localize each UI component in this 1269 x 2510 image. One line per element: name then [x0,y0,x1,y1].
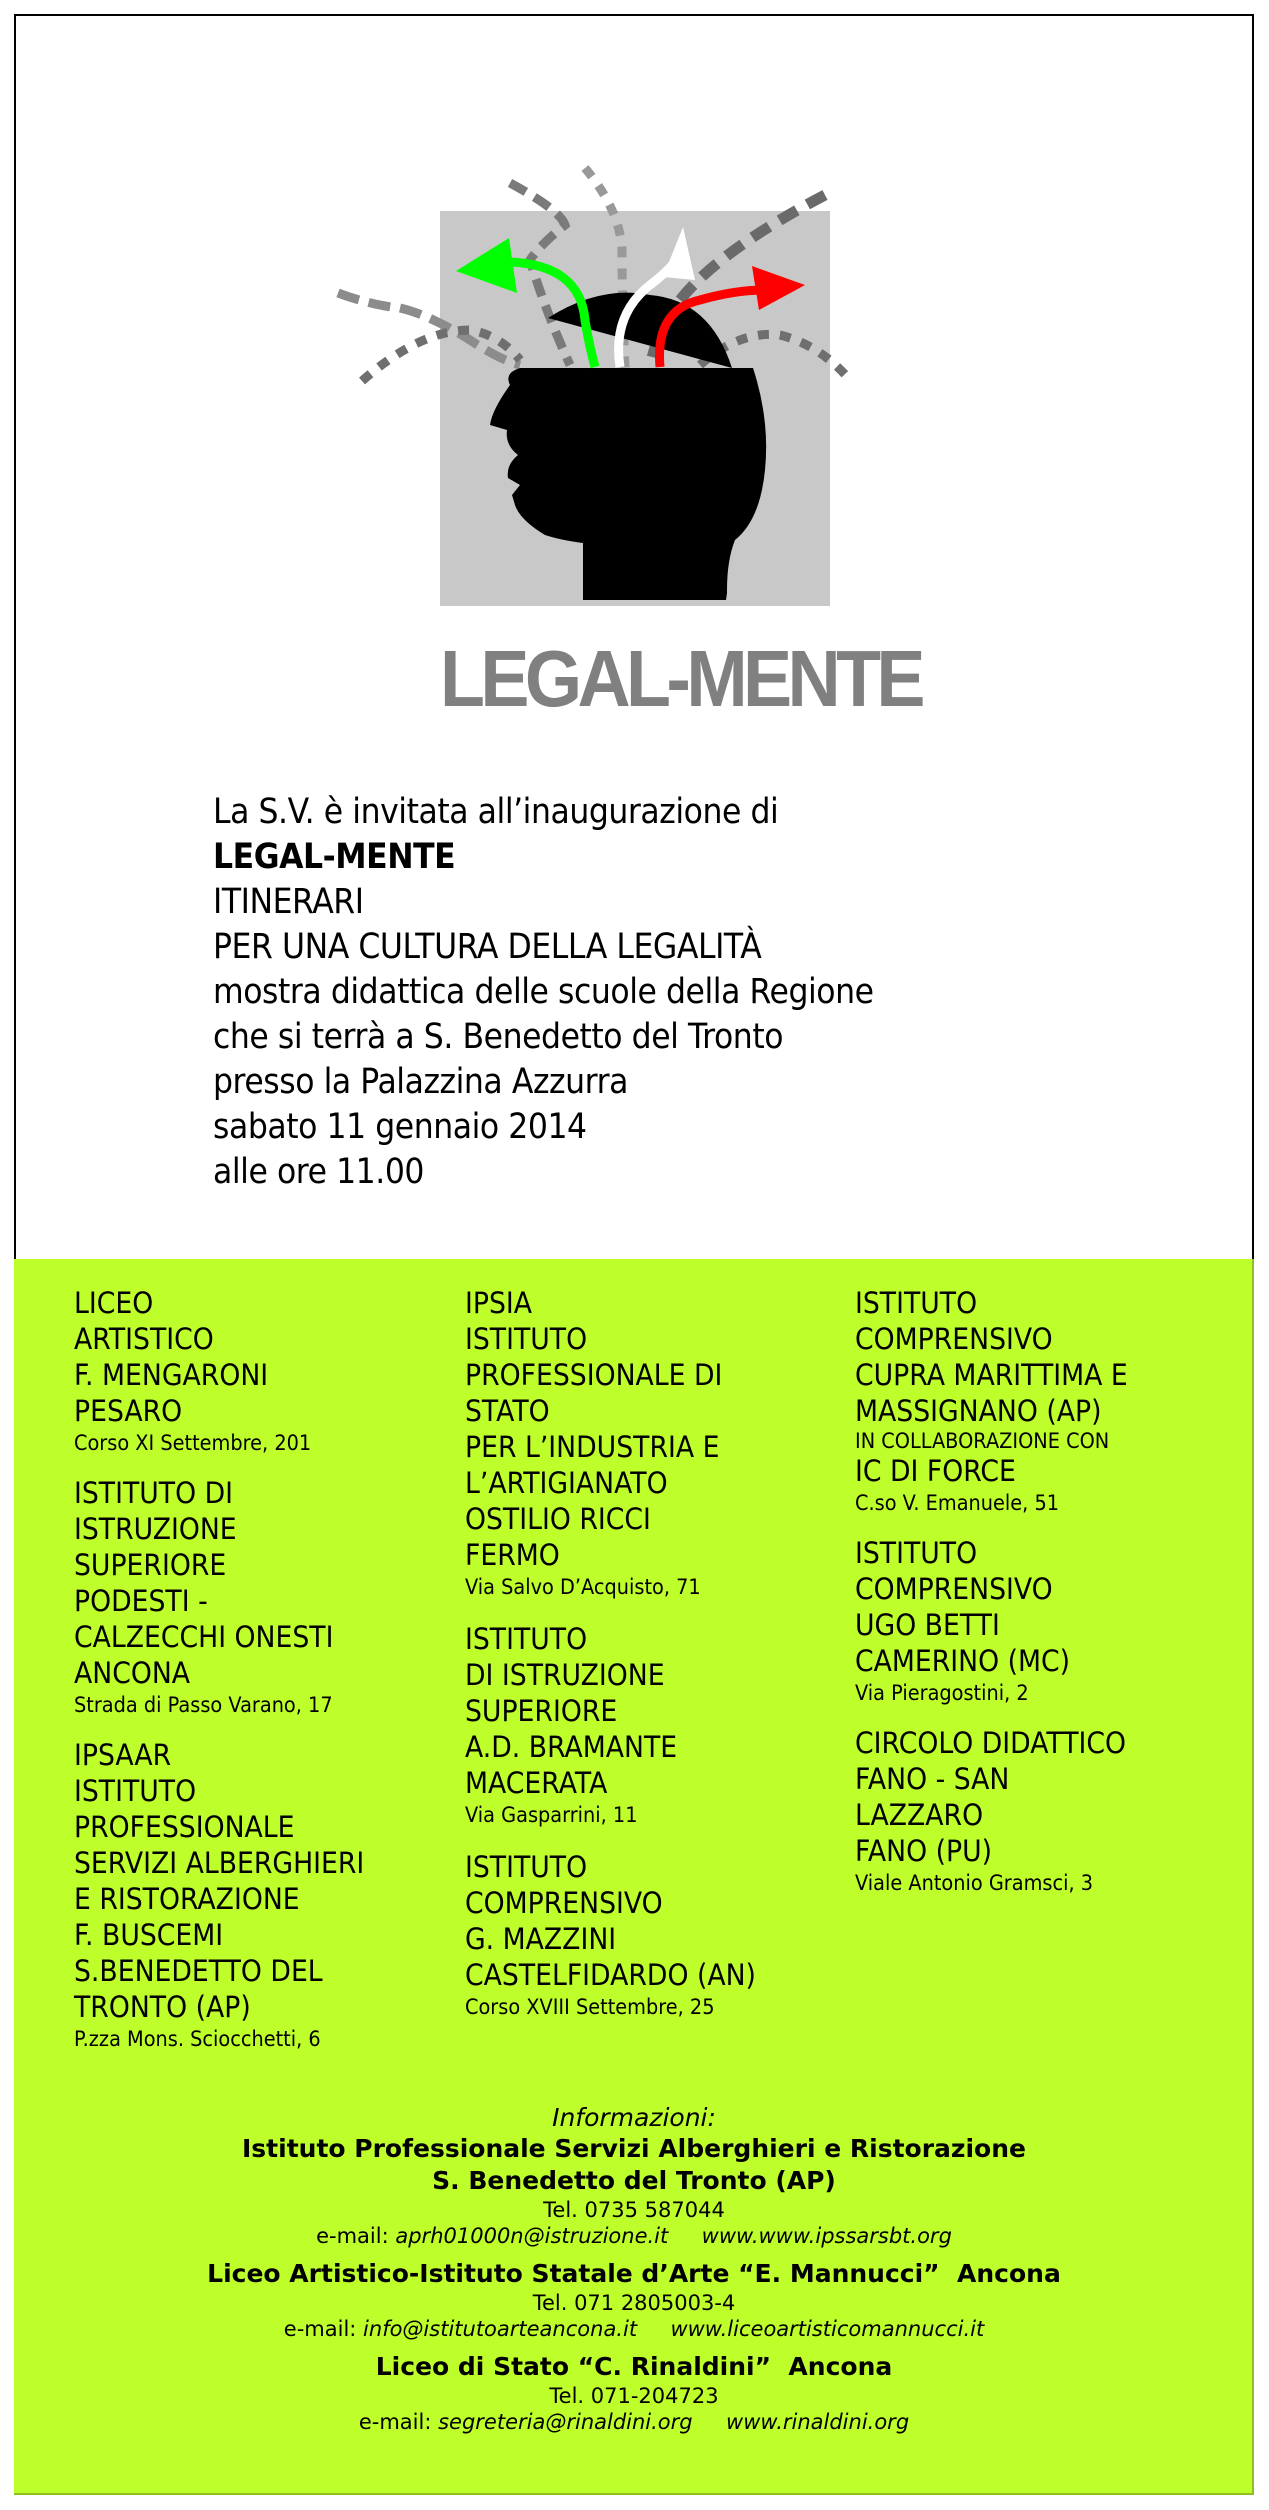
contact-org: Istituto Professionale Servizi Alberghieri e Ristorazione [242,2134,1026,2163]
school-entry [74,1475,454,1719]
contact-phone: Tel. 071-204723 [549,2384,719,2408]
school-address: Strada di Passo Varano, 17 [74,1693,333,1717]
school-name-line: IPSAAR [74,1738,172,1772]
contact-email[interactable]: info@istitutoarteancona.it [363,2317,638,2341]
school-name-line: ISTITUTO [855,1286,978,1320]
school-name-line: PESARO [74,1394,183,1428]
invitation-line: mostra didattica delle scuole della Regione [213,972,874,1012]
school-entry [465,1849,845,2021]
contact-block [14,2258,1254,2343]
school-name-line: A.D. BRAMANTE [465,1730,678,1764]
school-name-line: ARTISTICO [74,1322,214,1356]
contact-block [14,2133,1254,2250]
schools-column-1 [74,1285,454,2071]
school-name-line: CASTELFIDARDO (AN) [465,1958,756,1992]
school-name-line: OSTILIO RICCI [465,1502,651,1536]
invitation-line: presso la Palazzina Azzurra [213,1062,628,1102]
school-collaboration-note: IN COLLABORAZIONE CON [855,1429,1110,1453]
school-name-line: E RISTORAZIONE [74,1882,300,1916]
school-entry [74,1737,454,2053]
school-name-line: STATO [465,1394,550,1428]
school-name-line: MASSIGNANO (AP) [855,1394,1102,1428]
school-name-line: ISTITUTO [465,1850,588,1884]
event-title: LEGAL-MENTE [213,837,456,877]
schools-column-2 [465,1285,845,2041]
contact-website[interactable]: www.rinaldini.org [726,2410,910,2434]
school-name-line: CUPRA MARITTIMA E [855,1358,1128,1392]
contact-email[interactable]: aprh01000n@istruzione.it [395,2224,669,2248]
school-name-line: SERVIZI ALBERGHIERI [74,1846,365,1880]
contact-website[interactable]: www.www.ipssarsbt.org [701,2224,952,2248]
event-date: sabato 11 gennaio 2014 [213,1107,587,1147]
school-address: Viale Antonio Gramsci, 3 [855,1871,1094,1895]
school-name-line: ISTRUZIONE [74,1512,237,1546]
school-address: C.so V. Emanuele, 51 [855,1491,1060,1515]
school-address: Via Pieragostini, 2 [855,1681,1029,1705]
info-section [14,2103,1254,2436]
contact-email-line [14,2316,1254,2343]
contact-website[interactable]: www.liceoartisticomannucci.it [670,2317,985,2341]
school-name-line: ANCONA [74,1656,191,1690]
school-name-line: SUPERIORE [74,1548,227,1582]
email-label: e-mail: [283,2317,357,2341]
school-name-line: PER L’INDUSTRIA E [465,1430,720,1464]
invitation-line: ITINERARI [213,882,364,922]
school-entry [855,1725,1235,1897]
school-name-line: CAMERINO (MC) [855,1644,1071,1678]
contact-org: Liceo Artistico-Istituto Statale d’Arte “E. Mannucci” Ancona [207,2259,1061,2288]
school-name-line: MACERATA [465,1766,608,1800]
school-name-line: PROFESSIONALE DI [465,1358,723,1392]
invitation-text [213,790,1113,1195]
school-name-line: ISTITUTO [855,1536,978,1570]
email-label: e-mail: [358,2410,432,2434]
school-name-line: ISTITUTO [465,1622,588,1656]
school-name-line: PROFESSIONALE [74,1810,295,1844]
school-name-line: F. MENGARONI [74,1358,269,1392]
school-entry [74,1285,454,1457]
school-name-line: COMPRENSIVO [465,1886,663,1920]
school-name-line: G. MAZZINI [465,1922,617,1956]
school-name-line: FANO - SAN [855,1762,1010,1796]
school-name-line: L’ARTIGIANATO [465,1466,668,1500]
school-name-line: F. BUSCEMI [74,1918,224,1952]
contact-phone: Tel. 0735 587044 [543,2198,725,2222]
school-name-line: UGO BETTI [855,1608,1000,1642]
logo-wordmark: LEGAL-MENTE [440,634,921,723]
school-entry [855,1285,1235,1517]
school-address: Via Salvo D’Acquisto, 71 [465,1575,701,1599]
school-name-line: FANO (PU) [855,1834,993,1868]
contact-phone: Tel. 071 2805003-4 [532,2291,736,2315]
school-name-line: TRONTO (AP) [74,1990,251,2024]
info-heading: Informazioni: [552,2103,716,2132]
school-name-line: DI ISTRUZIONE [465,1658,665,1692]
school-entry [465,1285,845,1601]
school-name-line: CIRCOLO DIDATTICO [855,1726,1127,1760]
contact-email-line [14,2409,1254,2436]
school-address: P.zza Mons. Sciocchetti, 6 [74,2027,321,2051]
contact-email[interactable]: segreteria@rinaldini.org [438,2410,693,2434]
school-name-line: LAZZARO [855,1798,984,1832]
contact-block [14,2351,1254,2436]
school-name-line: COMPRENSIVO [855,1322,1053,1356]
contact-org: S. Benedetto del Tronto (AP) [432,2166,836,2195]
contact-org: Liceo di Stato “C. Rinaldini” Ancona [375,2352,893,2381]
school-name-line: CALZECCHI ONESTI [74,1620,334,1654]
school-name-line: FERMO [465,1538,560,1572]
school-name-line: IPSIA [465,1286,533,1320]
event-time: alle ore 11.00 [213,1152,425,1192]
school-name-line: ISTITUTO [74,1774,197,1808]
school-name-line: ISTITUTO [465,1322,588,1356]
contact-email-line [14,2223,1254,2250]
schools-column-3 [855,1285,1235,1915]
school-name-line: PODESTI - [74,1584,208,1618]
school-entry [465,1621,845,1829]
invitation-line: La S.V. è invitata all’inaugurazione di [213,792,779,832]
school-name-line: IC DI FORCE [855,1454,1016,1488]
school-name-line: LICEO [74,1286,154,1320]
school-address: Via Gasparrini, 11 [465,1803,638,1827]
school-name-line: S.BENEDETTO DEL [74,1954,323,1988]
school-entry [855,1535,1235,1707]
invitation-line: PER UNA CULTURA DELLA LEGALITÀ [213,927,762,967]
school-name-line: SUPERIORE [465,1694,618,1728]
invitation-line: che si terrà a S. Benedetto del Tronto [213,1017,784,1057]
school-name-line: COMPRENSIVO [855,1572,1053,1606]
school-address: Corso XI Settembre, 201 [74,1431,312,1455]
email-label: e-mail: [316,2224,389,2248]
school-address: Corso XVIII Settembre, 25 [465,1995,715,2019]
school-name-line: ISTITUTO DI [74,1476,233,1510]
